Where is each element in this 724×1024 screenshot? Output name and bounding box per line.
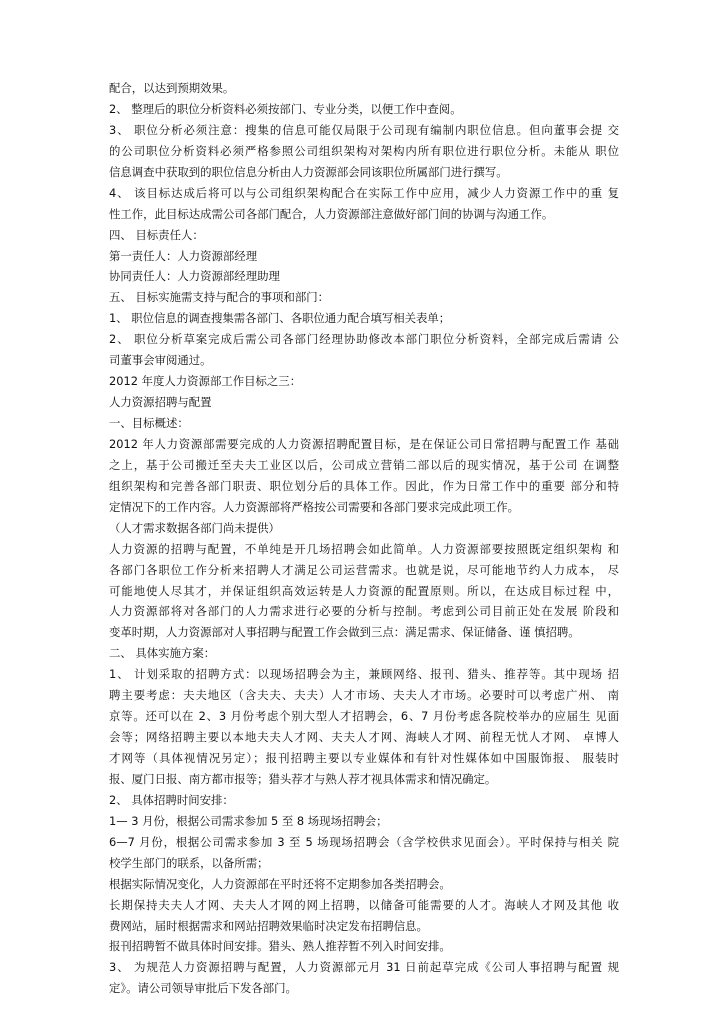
text-line: 4、 该目标达成后将可以与公司组织架构配合在实际工作中应用，减少人力资源工作中的重 复 <box>109 185 619 200</box>
text-line: 3、 为规范人力资源招聘与配置，人力资源部元月 31 日前起草完成《公司人事招聘与配置 规 <box>109 960 619 975</box>
text-line: 2、 整理后的职位分析资料必须按部门、专业分类，以便工作中查阅。 <box>109 101 462 116</box>
text-line: 之上，基于公司搬迁至夫夫工业区以后，公司成立营销二部以后的现实情况，基于公司 在调整 <box>109 457 619 472</box>
text-line: 3、 职位分析必须注意：搜集的信息可能仅局限于公司现有编制内职位信息。但向董事会提 交 <box>109 122 619 137</box>
text-line: 才网等（具体视情况另定）；报刊招聘主要以专业媒体和有针对性媒体如中国服饰报、 服装时 <box>109 751 619 765</box>
text-line: 定情况下的工作内容。人力资源部将严格按公司需要和各部门要求完成此项工作。 <box>109 499 520 514</box>
text-line: 各部门各职位工作分析来招聘人才满足公司运营需求。也就是说，尽可能地节约人力成本， 尽 <box>109 562 619 577</box>
document-page <box>109 78 619 999</box>
text-line: 报、厦门日报、南方都市报等；猎头荐才与熟人荐才视具体需求和情况确定。 <box>109 771 497 786</box>
text-line: 2、 职位分析草案完成后需公司各部门经理协助修改本部门职位分析资料，全部完成后需请 公 <box>109 332 619 347</box>
text-line: 组织架构和完善各部门职责、职位划分后的具体工作。因此，作为日常工作中的重要 部分和特 <box>109 478 619 493</box>
text-line: 会等；网络招聘主要以本地夫夫人才网、夫夫人才网、海峡人才网、前程无忧人才网、 卓博人 <box>109 730 619 745</box>
text-line: 可能地使人尽其才，并保证组织高效运转是人力资源的配置原则。所以，在达成目标过程 中， <box>109 583 619 598</box>
section-heading: 五、 目标实施需支持与配合的事项和部门： <box>109 290 330 305</box>
text-line: 1、 计划采取的招聘方式：以现场招聘会为主，兼顾网络、报刊、猎头、推荐等。其中现场 招 <box>109 667 619 682</box>
goal-subtitle: 人力资源招聘与配置 <box>109 395 212 410</box>
section-heading: 二、 具体实施方案： <box>109 646 216 661</box>
text-line: 第一责任人：人力资源部经理 <box>109 248 258 263</box>
text-line: 长期保持夫夫人才网、夫夫人才网的网上招聘，以储备可能需要的人才。海峡人才网及其他 收 <box>109 897 619 912</box>
text-line: 费网站，届时根据需求和网站招聘效果临时决定发布招聘信息。 <box>109 918 428 933</box>
text-line: （人才需求数据各部门尚未提供） <box>109 520 280 535</box>
text-line: 1— 3 月份，根据公司需求参加 5 至 8 场现场招聘会； <box>109 813 388 828</box>
text-line: 配合，以达到预期效果。 <box>109 81 235 95</box>
text-line: 性工作，此目标达成需公司各部门配合，人力资源部注意做好部门间的协调与沟通工作。 <box>109 206 554 221</box>
text-line: 人力资源的招聘与配置，不单纯是开几场招聘会如此简单。人力资源部要按照既定组织架构 和 <box>109 541 619 556</box>
section-heading: 四、 目标责任人： <box>109 227 204 242</box>
section-heading: 一、目标概述： <box>109 416 189 430</box>
text-line: 定》。请公司领导审批后下发各部门。 <box>109 981 297 996</box>
text-line: 报刊招聘暂不做具体时间安排。猎头、熟人推荐暂不列入时间安排。 <box>109 939 451 954</box>
text-line: 1、 职位信息的调查搜集需各部门、各职位通力配合填写相关表单； <box>109 311 451 326</box>
section-heading: 2、 具体招聘时间安排： <box>109 792 234 807</box>
text-line: 聘主要考虑：夫夫地区（含夫夫、夫夫）人才市场、夫夫人才市场。必要时可以考虑广州、 南 <box>109 688 619 703</box>
text-line: 6—7 月份，根据公司需求参加 3 至 5 场现场招聘会（含学校供求见面会）。平时保持与相关 院 <box>109 834 619 849</box>
text-line: 人力资源部将对各部门的人力需求进行必要的分析与控制。考虑到公司目前正处在发展 阶段和 <box>109 604 619 619</box>
text-line: 的公司职位分析资料必须严格参照公司组织架构对架构内所有职位进行职位分析。未能从 职位 <box>109 143 619 158</box>
text-line: 变革时期，人力资源部对人事招聘与配置工作会做到三点：满足需求、保证储备、谨 慎招聘。 <box>109 625 580 640</box>
text-line: 2012 年人力资源部需要完成的人力资源招聘配置目标，是在保证公司日常招聘与配置工作 基础 <box>109 436 619 451</box>
text-line: 司董事会审阅通过。 <box>109 353 212 368</box>
goal-title: 2012 年度人力资源部工作目标之三： <box>109 374 302 389</box>
text-line: 校学生部门的联系，以备所需； <box>109 855 269 870</box>
text-line: 京等。还可以在 2、3 月份考虑个别大型人才招聘会，6、7 月份考虑各院校举办的应届生 见面 <box>109 709 619 724</box>
text-line: 协同责任人：人力资源部经理助理 <box>109 269 280 284</box>
text-line: 信息调查中获取到的职位信息分析由人力资源部会同该职位所属部门进行撰写。 <box>109 164 508 179</box>
text-line: 根据实际情况变化，人力资源部在平时还将不定期参加各类招聘会。 <box>109 876 451 891</box>
